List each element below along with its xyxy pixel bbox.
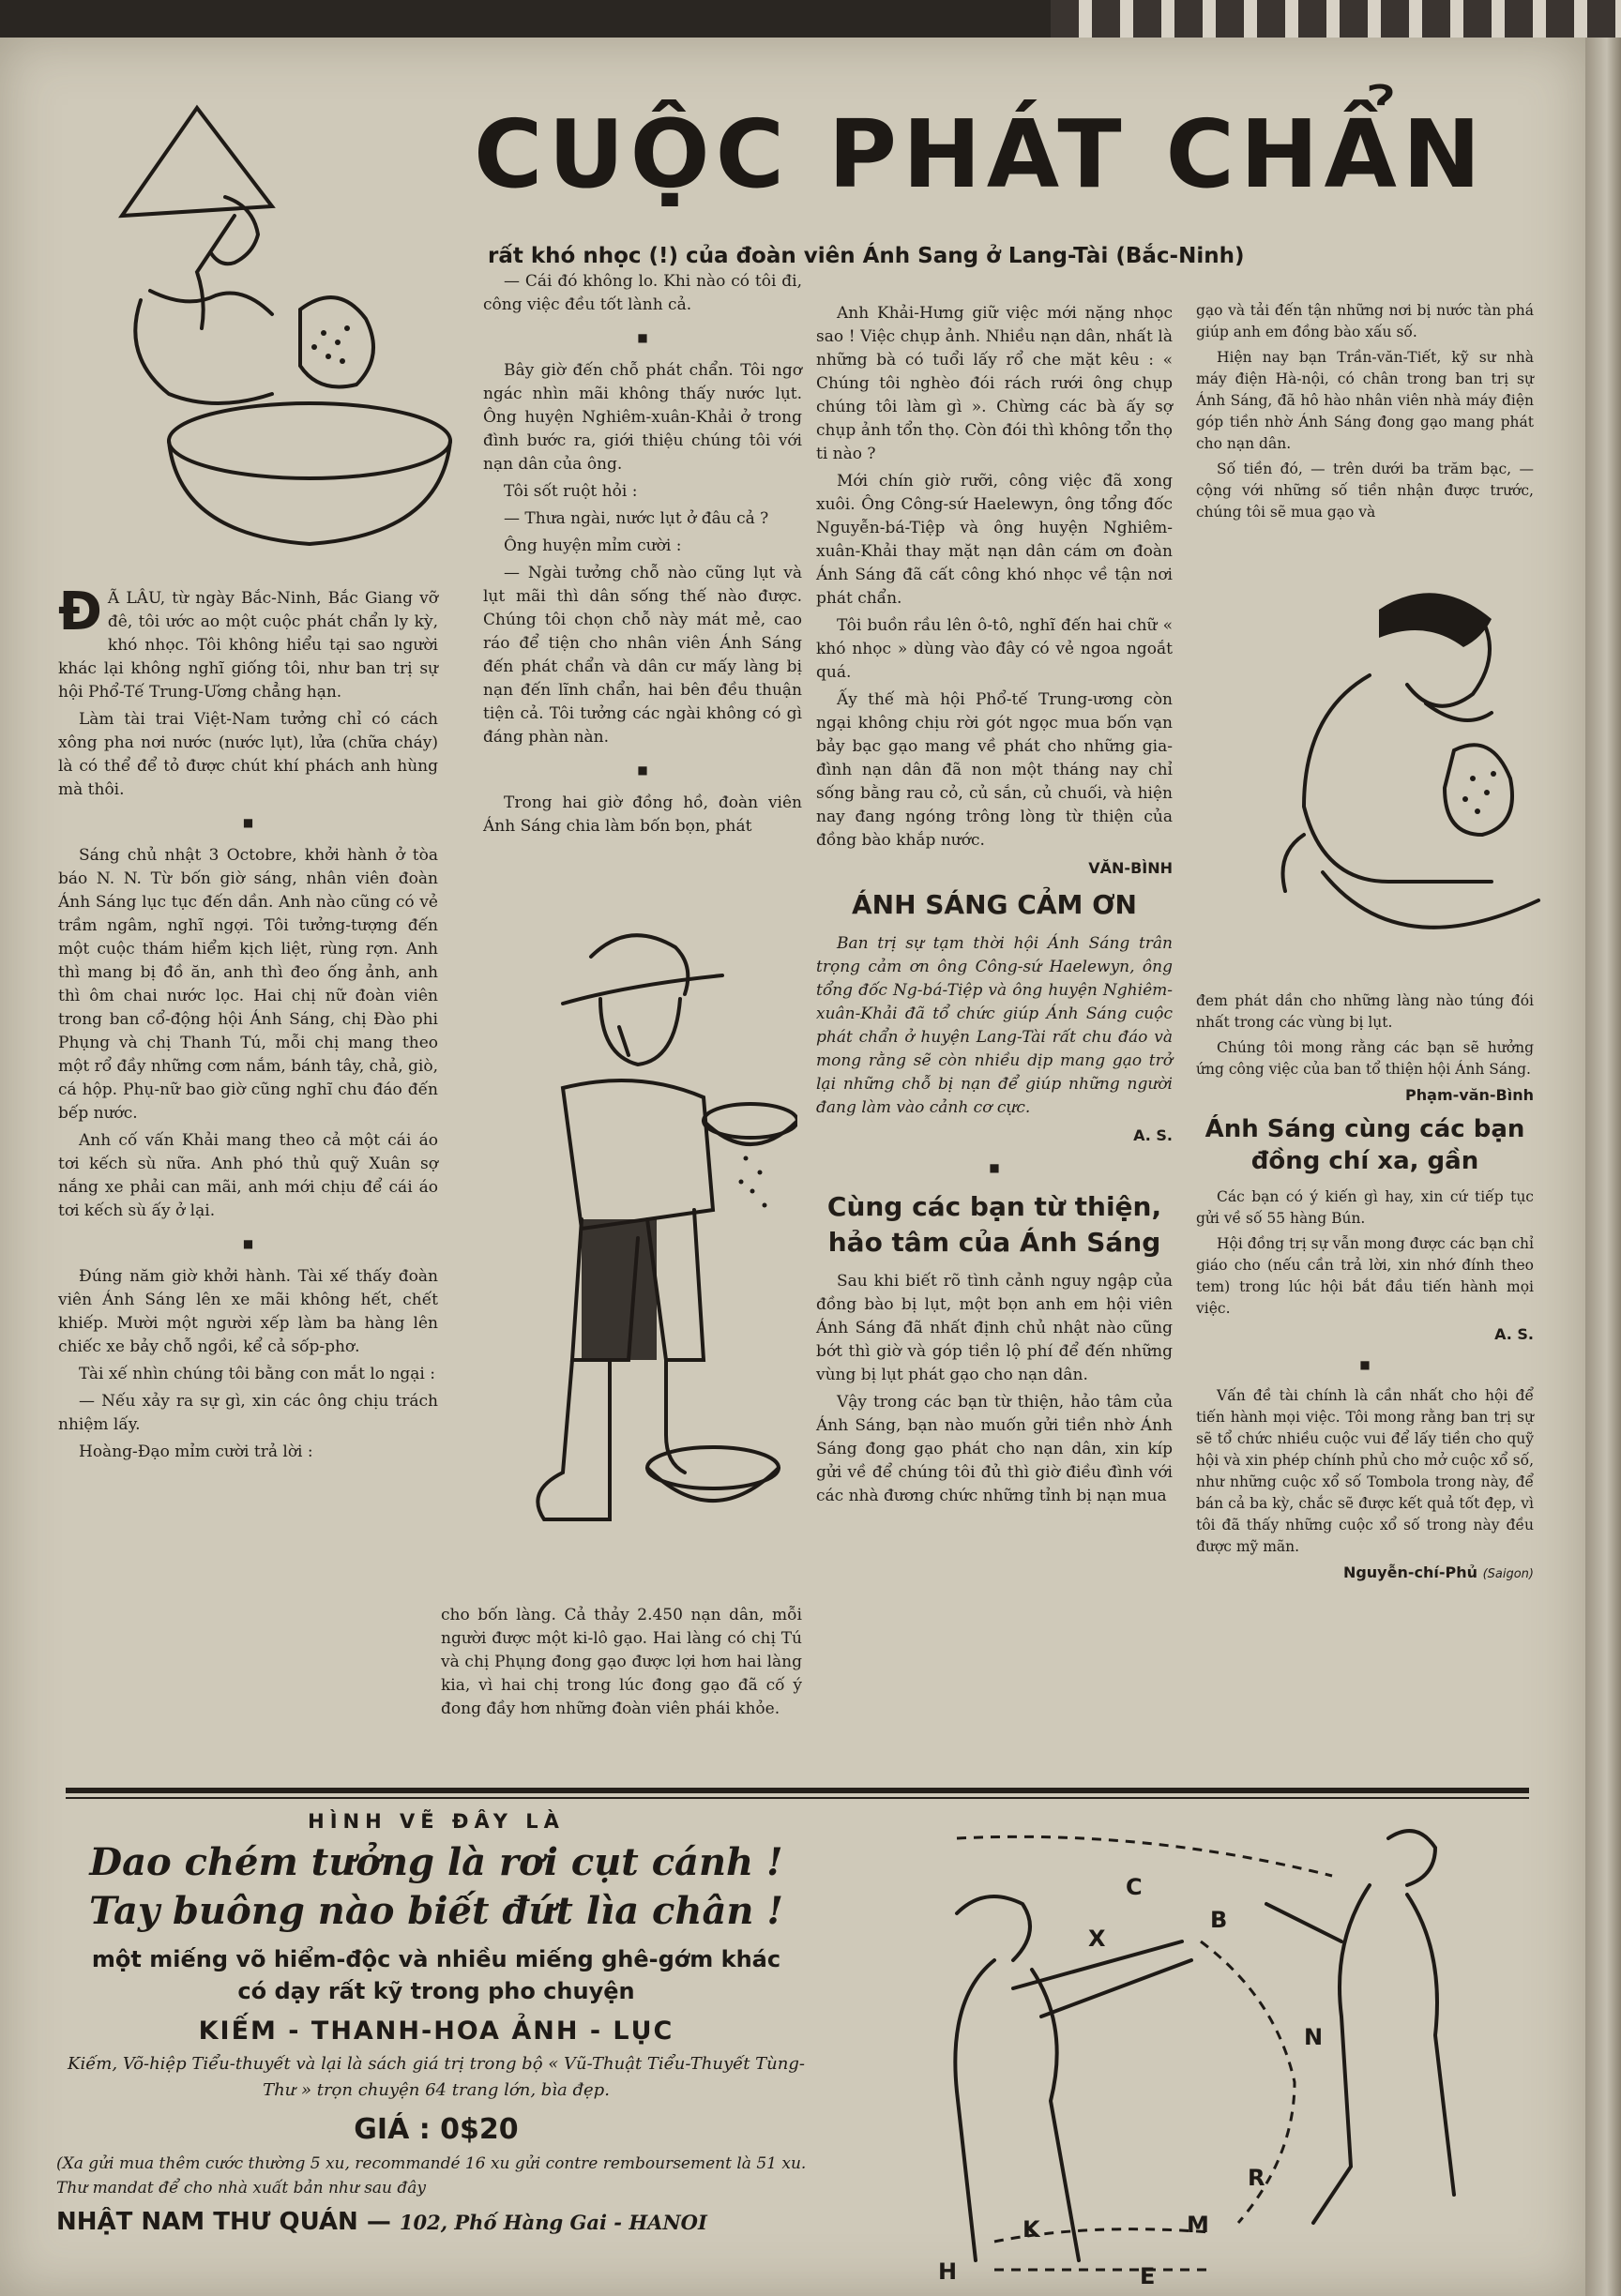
separator (483, 326, 802, 350)
paragraph: Vấn đề tài chính là cần nhất cho hội để tiến hành mọi việc. Tôi mong rằng ban trị sự sẽ tổ chức nhiều cuộc vui để lấy tiền cho quỹ hội và xin phép chính phủ cho mở cuộc xổ số, như những cuộc xổ số Tombola trong này, để bán cả ba kỳ, chắc sẽ được kết quả tốt đẹp, vì tôi đã thấy những cuộc xổ số trong này đều được mỹ mãn. (1196, 1387, 1534, 1555)
paragraph: — Ngài tưởng chỗ nào cũng lụt và lụt mãi thì dân sống thế nào được. Chúng tôi chọn chỗ này mát mẻ, cao ráo để tiện cho nhân viên Ánh Sáng đến phát chẩn và dân cư mấy làng bị nạn đến lĩnh chẩn, hai bên đều thuận tiện cả. Tôi tưởng các ngài không có gì đáng phàn nàn. (483, 564, 802, 747)
diagram-label: N (1304, 2024, 1324, 2050)
ad-text: có dạy rất kỹ trong pho chuyện (237, 1978, 635, 2004)
diagram-label: X (1088, 1926, 1106, 1952)
ad-headline: Tay buông nào biết đứt lìa chân ! (89, 1889, 783, 1933)
diagram-label: B (1210, 1907, 1228, 1933)
paragraph: Đúng năm giờ khởi hành. Tài xế thấy đoàn viên Ánh Sáng lên xe mãi không hết, chết khiếp. Mười một người xếp làm ba hàng lên chiếc xe bảy chỗ ngồi, kể cả sốp-phơ. (58, 1267, 438, 1356)
ad-headline: Dao chém tưởng là rơi cụt cánh ! (89, 1840, 783, 1884)
paragraph: — Nếu xảy ra sự gì, xin các ông chịu trách nhiệm lấy. (58, 1392, 438, 1434)
ad-text: một miếng võ hiểm-độc và nhiều miếng ghê-gớm khác (91, 1946, 781, 1972)
article-subtitle: rất khó nhọc (!) của đoàn viên Ánh Sang ở Lang-Tài (Bắc-Ninh) (488, 244, 1245, 268)
paragraph: Tài xế nhìn chúng tôi bằng con mắt lo ngại : (79, 1365, 435, 1383)
separator (483, 759, 802, 782)
page-edge (1585, 38, 1621, 2296)
paragraph: Sau khi biết rõ tình cảnh nguy ngập của đồng bào bị lụt, một bọn anh em hội viên Ánh Sáng đã nhất định chủ nhật nào cũng bớt thì giờ và góp tiền lộ phí để đến những vùng bị lụt phát gạo cho nạn dân. (816, 1272, 1173, 1384)
paragraph: Ông huyện mỉm cười : (504, 536, 682, 555)
ad-note: (Xa gửi mua thêm cước thường 5 xu, recommandé 16 xu gửi contre remboursement là 51 xu. Thư mandat để cho nhà xuất bản như sau đây (56, 2154, 807, 2198)
separator (1196, 1354, 1534, 1376)
diagram-label: E (1140, 2263, 1156, 2288)
paragraph: Anh cố vấn Khải mang theo cả một cái áo tơi kếch sù nữa. Anh phó thủ quỹ Xuân sợ nắng xe phải can mãi, anh mới chịu để cái áo tơi kếch sù ấy ở lại. (58, 1131, 438, 1220)
paragraph: Hội đồng trị sự vẫn mong được các bạn chỉ giáo cho (nếu cần trả lời, xin nhớ đính theo tem) trong lúc hội bắt đầu tiến hành mọi việc. (1196, 1235, 1534, 1317)
column-2 (483, 270, 802, 842)
ad-description: Kiếm, Võ-hiệp Tiểu-thuyết và lại là sách giá trị trong bộ « Vũ-Thuật Tiểu-Thuyết Tùng-Thư » trọn chuyện 64 trang lớn, bìa đẹp. (68, 2054, 805, 2100)
martial-arts-diagram (901, 1801, 1548, 2288)
woman-with-hat-illustration (84, 103, 460, 572)
paragraph: Vậy trong các bạn từ thiện, hảo tâm của Ánh Sáng, bạn nào muốn gửi tiền nhờ Ánh Sáng đong gạo phát cho nạn dân, xin kíp gửi về để chúng tôi đủ thì giờ điều đình với các nhà đương chức những tỉnh bị nạn mua (816, 1393, 1173, 1505)
kneeling-woman-illustration (1248, 582, 1567, 975)
column-1 (58, 582, 439, 1468)
paragraph: Tôi sốt ruột hỏi : (504, 482, 638, 501)
paragraph: Mới chín giờ rưỡi, công việc đã xong xuôi. Ông Công-sứ Haelewyn, ông tổng đốc Nguyễn-bá-Tiệp và ông huyện Nghiêm-xuân-Khải thay mặt nạn dân cám ơn đoàn Ánh Sáng đã cất công khó nhọc về tận nơi phát chẩn. (816, 472, 1173, 608)
paragraph: Trong hai giờ đồng hồ, đoàn viên Ánh Sáng chia làm bốn bọn, phát (483, 793, 802, 836)
paragraph: Làm tài trai Việt-Nam tưởng chỉ có cách xông pha nơi nước (nước lụt), lửa (chữa cháy) là có thể để tỏ được chút khí phách anh hùng mà thôi. (58, 710, 438, 799)
paragraph: — Cái đó không lo. Khi nào có tôi đi, công việc đều tốt lành cả. (483, 272, 802, 314)
signature: A. S. (1494, 1325, 1534, 1343)
section-heading: ÁNH SÁNG CẢM ƠN (851, 889, 1137, 920)
paragraph: Chúng tôi mong rằng các bạn sẽ hưởng ứng công việc của ban tổ thiện hội Ánh Sáng. (1196, 1039, 1534, 1078)
article-title: CUỘC PHÁT CHẨN (474, 99, 1487, 209)
paragraph: gạo và tải đến tận những nơi bị nước tàn phá giúp anh em đồng bào xấu số. (1196, 302, 1534, 340)
paragraph: Tôi buồn rầu lên ô-tô, nghĩ đến hai chữ « khó nhọc » dùng vào đây có vẻ ngoa ngoắt quá. (816, 616, 1173, 682)
column-2-bottom (441, 1604, 802, 1725)
paragraph: Hiện nay bạn Trần-văn-Tiết, kỹ sư nhà máy điện Hà-nội, có chân trong ban trị sự Ánh Sáng, đã hô hào nhân viên nhà máy điện góp tiền nhờ Ánh Sáng đong gạo mang phát cho nạn dân. (1196, 349, 1534, 452)
paragraph: Ban trị sự tạm thời hội Ánh Sáng trân trọng cảm ơn ông Công-sứ Haelewyn, ông tổng đốc Ng-bá-Tiệp và ông huyện Nghiêm-xuân-Khải đã tổ chức giúp Ánh Sáng cuộc phát chẩn ở huyện Lang-Tài rất chu đáo và mong rằng sẽ còn nhiều dịp mang gạo trở lại những chỗ bị nạn để giúp những người đang làm vào cảnh cơ cực. (816, 934, 1173, 1117)
diagram-label: C (1126, 1874, 1143, 1900)
signature: VĂN-BÌNH (1088, 859, 1173, 877)
divider (66, 1797, 1529, 1799)
diagram-label: R (1248, 2165, 1265, 2191)
paragraph: Đ Ã LÂU, từ ngày Bắc-Ninh, Bắc Giang vỡ đê, tôi ước ao một cuộc phát chẩn ly kỳ, khó nhọc. Tôi không hiểu tại sao người khác lại không nghĩ giống tôi, như ban trị sự hội Phổ-Tế Trung-Ương chẳng hạn. (58, 582, 438, 702)
paragraph: Anh Khải-Hưng giữ việc mới nặng nhọc sao ! Việc chụp ảnh. Nhiều nạn dân, nhất là những bà có tuổi lấy rổ che mặt kêu : « Chúng tôi nghèo đói rách rưới ông chụp chúng tôi làm gì ». Chừng các bà ấy sợ chụp ảnh tổn thọ. Còn đói thì không tổn thọ ti nào ? (816, 304, 1173, 463)
separator (816, 1156, 1173, 1180)
signature: A. S. (1133, 1126, 1173, 1144)
paragraph: Sáng chủ nhật 3 Octobre, khởi hành ở tòa báo N. N. Từ bốn giờ sáng, nhân viên đoàn Ánh Sáng lục tục đến dần. Anh nào cũng có vẻ trầm ngâm, nghĩ ngợi. Tôi tưởng-tượng đến một cuộc thám hiểm kịch liệt, rùng rợn. Anh thì mang bị đồ ăn, anh thì đeo ống ảnh, anh thì ôm chai nước lọc. Hai chị nữ đoàn viên trong ban cổ-động hội Ánh Sáng, chị Đào phi Phụng và chị Thanh Tú, mỗi chị mang theo một rổ đầy những cơm nắm, bánh tây, chả, giò, cá hộp. Phụ-nữ bao giờ cũng nghĩ chu đáo đến bếp nước. (58, 846, 439, 1123)
separator (58, 1232, 438, 1256)
column-3 (816, 302, 1173, 1512)
paragraph: đem phát dần cho những làng nào túng đói nhất trong các vùng bị lụt. (1196, 992, 1534, 1031)
signature: Phạm-văn-Bình (1405, 1086, 1534, 1104)
paragraph: Ấy thế mà hội Phổ-tế Trung-ương còn ngại không chịu rời gót ngọc mua bốn vạn bảy bạc gạo mang về phát cho những gia-đình nạn dân đã non một tháng nay chỉ sống bằng rau cỏ, củ sắn, củ chuối, và hiện nay đang ngóng trông lòng từ thiện của đồng bào khắp nước. (816, 690, 1173, 850)
paragraph: cho bốn làng. Cả thảy 2.450 nạn dân, mỗi người được một ki-lô gạo. Hai làng có chị Tú và chị Phụng đong gạo được lợi hơn hai làng kia, vì hai chị trong lúc đong gạo đã cố ý đong đầy hơn những đoàn viên phái khỏe. (441, 1606, 802, 1718)
paragraph: Số tiền đó, — trên dưới ba trăm bạc, — cộng với những số tiền nhận được trước, chúng tôi sẽ mua gạo và (1196, 461, 1534, 521)
drop-cap: Đ (58, 582, 102, 642)
paragraph: Hoàng-Đạo mỉm cười trả lời : (79, 1443, 313, 1461)
section-heading: Cùng các bạn từ thiện, hảo tâm của Ánh Sáng (826, 1191, 1162, 1258)
publisher: NHẬT NAM THƯ QUÁN — 102, Phố Hàng Gai - HANOI (56, 2208, 707, 2236)
signature: Nguyễn-chí-Phủ (Saigon) (1342, 1563, 1534, 1581)
column-4 (1196, 300, 1534, 527)
advertisement (56, 1810, 816, 2236)
diagram-label: M (1187, 2212, 1209, 2238)
price: GIÁ : 0$20 (354, 2113, 519, 2146)
newspaper-page (0, 38, 1585, 2296)
section-heading: Ánh Sáng cùng các bạn đồng chí xa, gần (1204, 1115, 1525, 1175)
separator (58, 811, 438, 835)
paragraph: — Thưa ngài, nước lụt ở đâu cả ? (504, 509, 769, 528)
ad-kicker: HÌNH VẼ ĐÂY LÀ (308, 1810, 565, 1833)
column-4-bottom (1196, 990, 1534, 1593)
man-with-bowl-illustration (478, 919, 797, 1538)
diagram-label: H (938, 2258, 958, 2285)
divider (66, 1788, 1529, 1793)
paragraph: Bây giờ đến chỗ phát chẩn. Tôi ngơ ngác nhìn mãi không thấy nước lụt. Ông huyện Nghiêm-xuân-Khải ở trong đình bước ra, giới thiệu chúng tôi với nạn dân của ông. (483, 361, 802, 474)
book-title: KIẾM - THANH-HOA ẢNH - LỤC (198, 2017, 674, 2046)
diagram-label: K (1023, 2216, 1040, 2243)
paragraph: Các bạn có ý kiến gì hay, xin cứ tiếp tục gửi về số 55 hàng Bún. (1196, 1188, 1534, 1227)
